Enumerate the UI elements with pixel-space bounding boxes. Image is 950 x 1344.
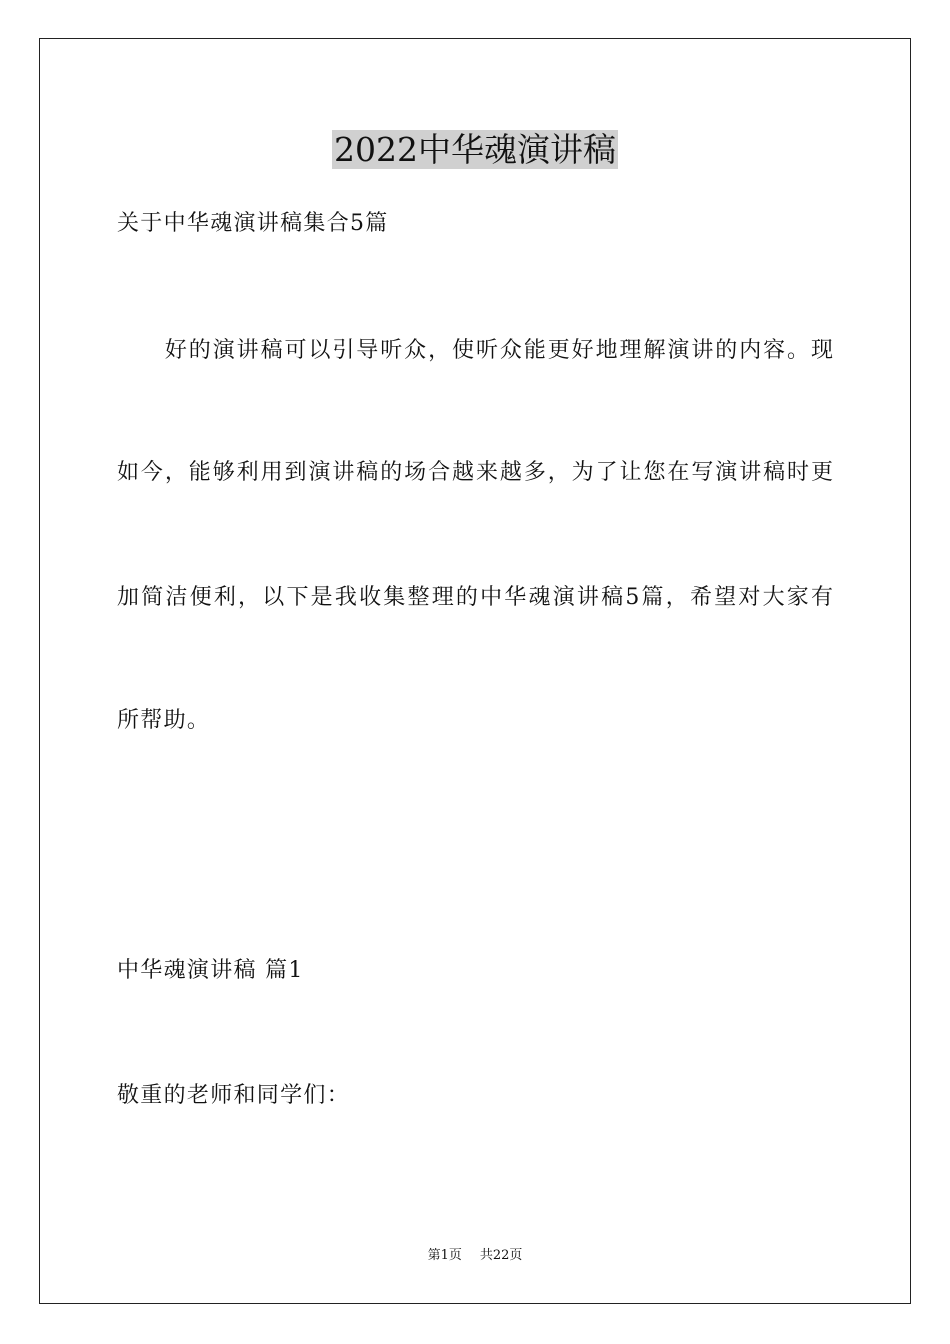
intro-line-1: 好的演讲稿可以引导听众，使听众能更好地理解演讲的内容。现 [117, 338, 833, 363]
intro-line-3: 加简洁便利，以下是我收集整理的中华魂演讲稿5篇，希望对大家有 [117, 585, 833, 610]
intro-line-4: 所帮助。 [117, 708, 211, 733]
page-total: 共22页 [479, 1248, 523, 1263]
section-heading: 中华魂演讲稿 篇1 [117, 958, 304, 983]
document-title-text: 2022中华魂演讲稿 [334, 130, 616, 169]
page-footer [0, 1247, 950, 1265]
intro-line-2: 如今，能够利用到演讲稿的场合越来越多，为了让您在写演讲稿时更 [117, 460, 833, 485]
page-number: 第1页 [427, 1248, 462, 1263]
document-title [0, 128, 950, 172]
document-subtitle: 关于中华魂演讲稿集合5篇 [117, 211, 389, 236]
salutation: 敬重的老师和同学们： [117, 1083, 351, 1108]
